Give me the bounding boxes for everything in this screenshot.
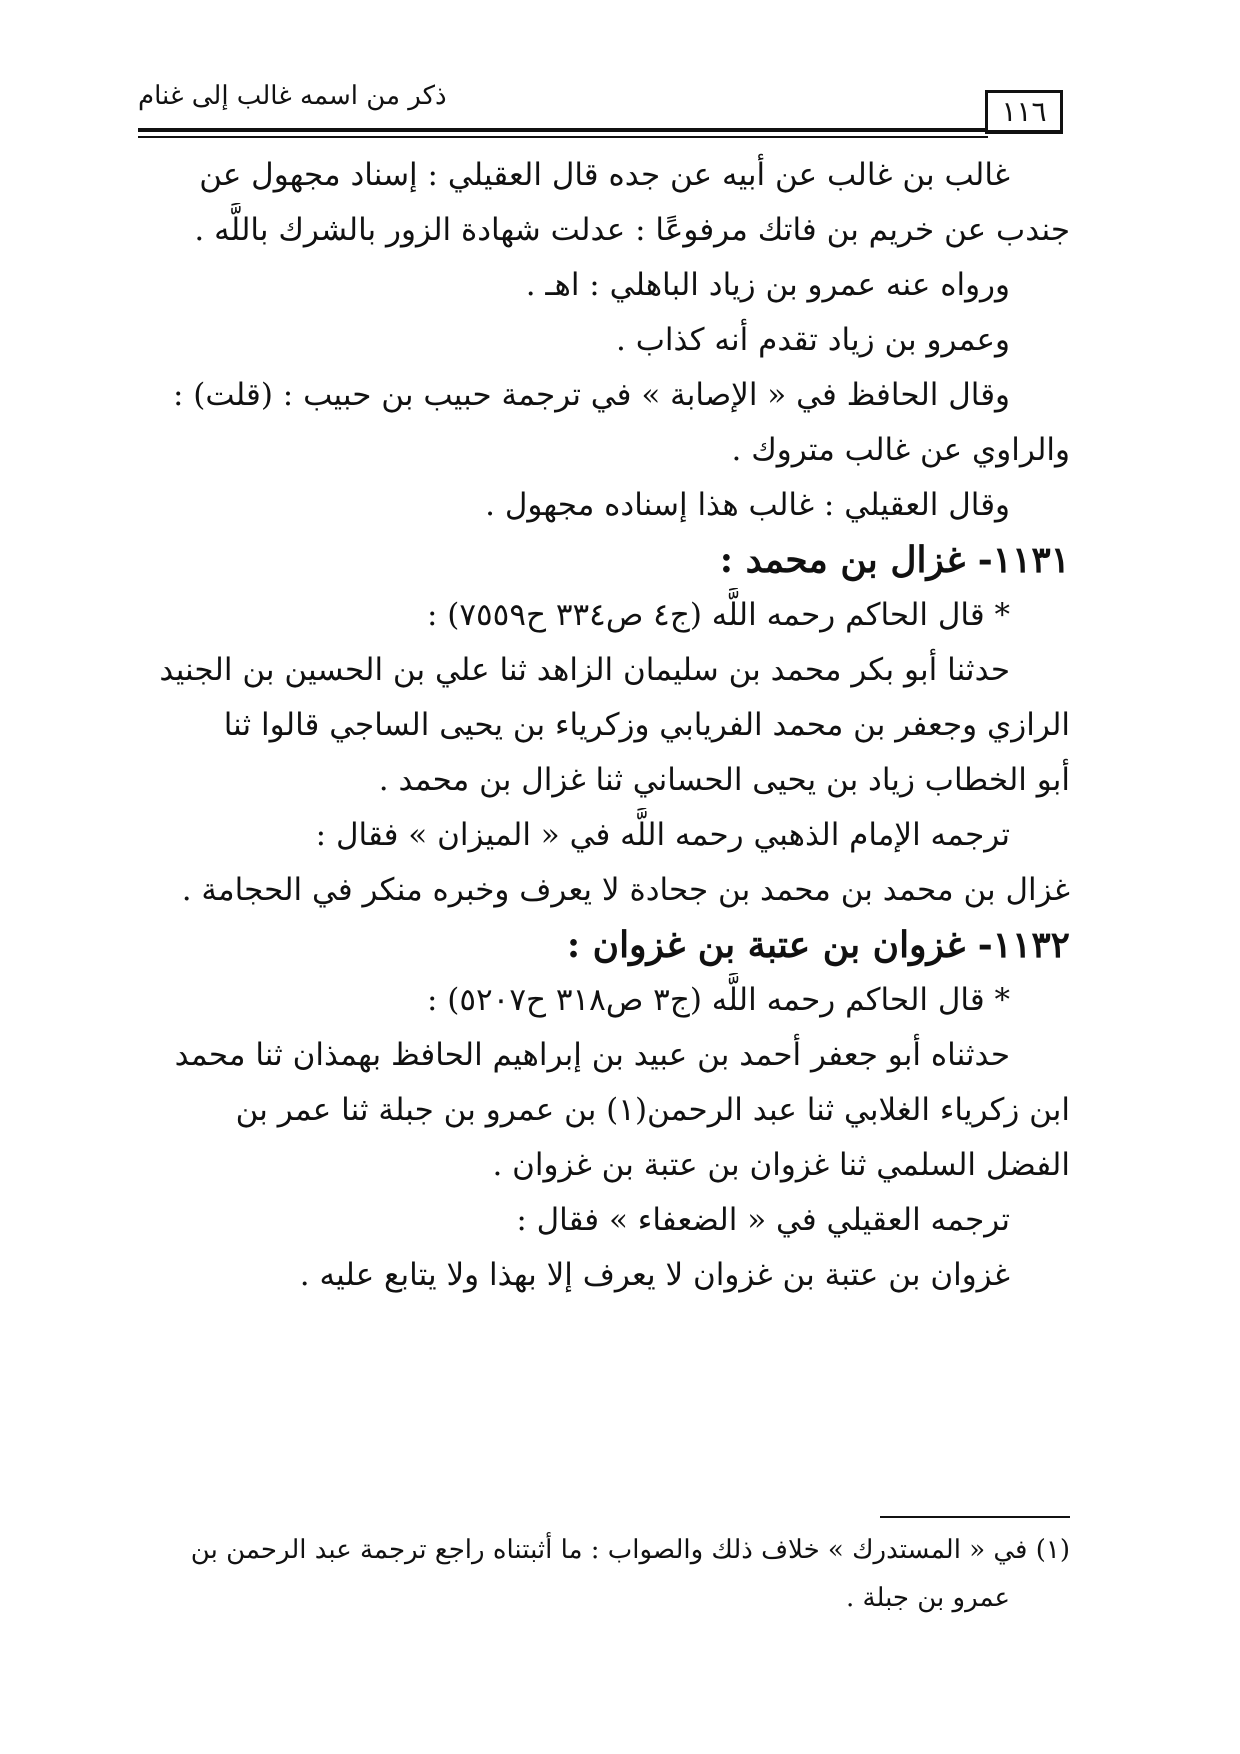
body-text xyxy=(138,148,1070,1303)
text-line: ورواه عنه عمرو بن زياد الباهلي : اهـ . xyxy=(525,267,1010,303)
entry-heading-1132: ١١٣٢- غزوان بن عتبة بن غزوان : xyxy=(566,924,1070,966)
text-line: غزوان بن عتبة بن غزوان لا يعرف إلا بهذا ولا يتابع عليه . xyxy=(299,1257,1010,1293)
header-rule-thick xyxy=(138,128,988,132)
text-line: أبو الخطاب زياد بن يحيى الحساني ثنا غزال بن محمد . xyxy=(378,762,1070,798)
text-line: الرازي وجعفر بن محمد الفريابي وزكرياء بن يحيى الساجي قالوا ثنا xyxy=(223,707,1070,743)
text-line: وقال الحافظ في « الإصابة » في ترجمة حبيب بن حبيب : (قلت) : xyxy=(172,377,1010,413)
footnote xyxy=(138,1526,1070,1622)
entry-heading-1131: ١١٣١- غزال بن محمد : xyxy=(719,539,1070,581)
footnote-separator xyxy=(880,1516,1070,1518)
running-header-title: ذكر من اسمه غالب إلى غنام xyxy=(138,81,447,111)
text-line: حدثنا أبو بكر محمد بن سليمان الزاهد ثنا علي بن الحسين بن الجنيد xyxy=(159,652,1010,688)
text-line: جندب عن خريم بن فاتك مرفوعًا : عدلت شهادة الزور بالشرك باللَّه . xyxy=(194,212,1070,248)
footnote-line: (١) في « المستدرك » خلاف ذلك والصواب : ما أثبتناه راجع ترجمة عبد الرحمن بن xyxy=(190,1535,1070,1565)
text-line: * قال الحاكم رحمه اللَّه (ج٣ ص٣١٨ ح٥٢٠٧) : xyxy=(426,982,1010,1018)
text-line: ترجمه الإمام الذهبي رحمه اللَّه في « الميزان » فقال : xyxy=(315,817,1010,853)
page-number: ١١٦ xyxy=(985,90,1063,134)
text-line: * قال الحاكم رحمه اللَّه (ج٤ ص٣٣٤ ح٧٥٥٩) : xyxy=(426,597,1010,633)
footnote-line: عمرو بن جبلة . xyxy=(846,1583,1010,1613)
text-line: غزال بن محمد بن محمد بن جحادة لا يعرف وخبره منكر في الحجامة . xyxy=(181,872,1070,908)
text-line: وقال العقيلي : غالب هذا إسناده مجهول . xyxy=(485,487,1010,523)
header-rule-thin xyxy=(138,136,988,138)
text-line: ابن زكرياء الغلابي ثنا عبد الرحمن(١) بن عمرو بن جبلة ثنا عمر بن xyxy=(235,1092,1070,1128)
text-line: حدثناه أبو جعفر أحمد بن عبيد بن إبراهيم الحافظ بهمذان ثنا محمد xyxy=(174,1037,1010,1073)
text-line: والراوي عن غالب متروك . xyxy=(731,432,1070,468)
text-line: وعمرو بن زياد تقدم أنه كذاب . xyxy=(616,322,1010,358)
text-line: الفضل السلمي ثنا غزوان بن عتبة بن غزوان . xyxy=(492,1147,1070,1183)
text-line: غالب بن غالب عن أبيه عن جده قال العقيلي : إسناد مجهول عن xyxy=(199,157,1010,193)
text-line: ترجمه العقيلي في « الضعفاء » فقال : xyxy=(516,1202,1010,1238)
